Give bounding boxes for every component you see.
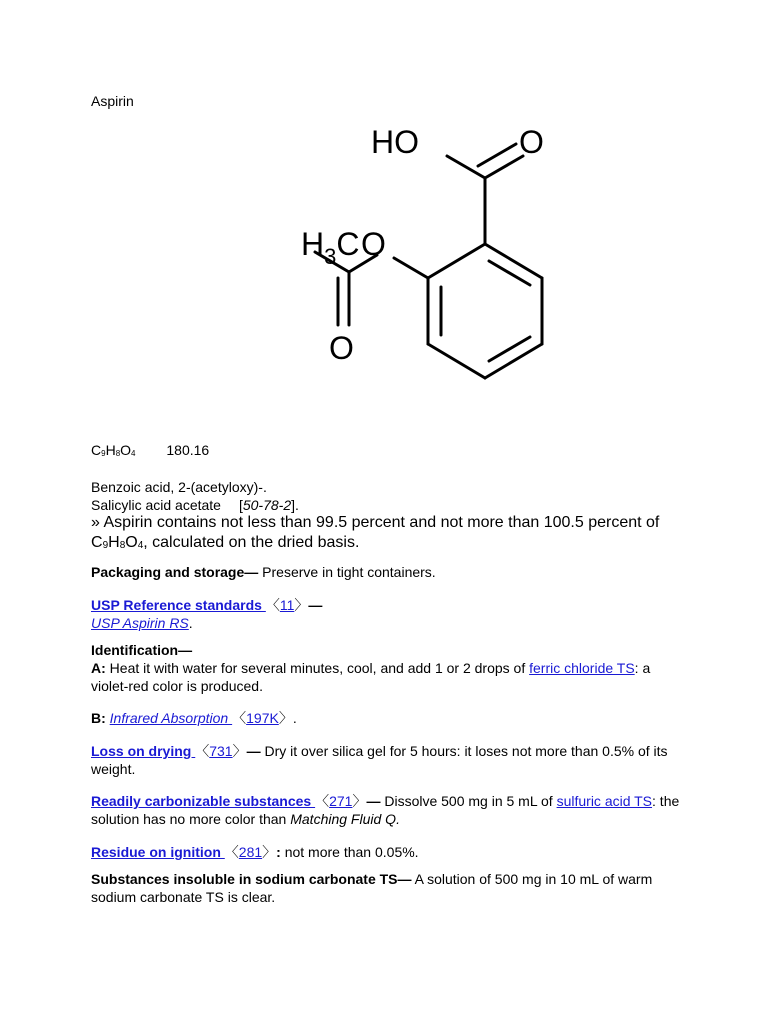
- usp-reference-section: USP Reference standards 〈11〉— USP Aspirin RS.: [91, 597, 323, 631]
- readily-carbonizable-section: Readily carbonizable substances 〈271〉— Dissolve 500 mg in 5 mL of sulfuric acid TS: the solution has no more color than Matching Fluid Q.: [91, 793, 680, 827]
- ring-o-bond: [394, 258, 428, 278]
- chapter-731-link[interactable]: 731: [209, 743, 233, 759]
- atom-label-o-acid: O: [519, 124, 544, 160]
- packaging-heading: Packaging and storage—: [91, 564, 259, 580]
- residue-on-ignition-section: Residue on ignition 〈281〉: not more than 0.05%.: [91, 844, 419, 860]
- atom-label-ho: HO: [371, 124, 419, 160]
- chemical-name: Benzoic acid, 2-(acetyloxy)-.: [91, 479, 267, 495]
- chemical-names: [91, 478, 299, 514]
- atom-label-o-acetyl: O: [329, 330, 354, 366]
- identification-b: B: Infrared Absorption 〈197K〉.: [91, 710, 297, 726]
- sulfuric-acid-ts-link[interactable]: sulfuric acid TS: [556, 793, 653, 809]
- usp-aspirin-rs-link[interactable]: USP Aspirin RS: [91, 615, 189, 631]
- assay-statement: » Aspirin contains not less than 99.5 percent and not more than 100.5 percent of $C_9H_8O_4$, calculated on the dried basis.: [91, 514, 660, 551]
- common-name-line: Salicylic acid acetate [50-78-2].: [91, 497, 299, 513]
- cas-number: 50-78-2: [242, 497, 292, 513]
- identification-section: Identification— A: Heat it with water for several minutes, cool, and add 1 or 2 drops of ferric chloride TS: a violet-red color is produced.: [91, 642, 651, 694]
- atom-label-h3c: $H_3C$: [301, 226, 360, 269]
- ferric-chloride-ts-link[interactable]: ferric chloride TS: [529, 660, 635, 676]
- loss-on-drying-link[interactable]: Loss on drying: [91, 743, 196, 759]
- infrared-absorption-link[interactable]: Infrared Absorption: [109, 710, 233, 726]
- insoluble-substances-section: Substances insoluble in sodium carbonate TS— A solution of 500 mg in 10 mL of warm sodium carbonate TS is clear.: [91, 871, 653, 905]
- formula-c: C: [91, 442, 102, 458]
- chapter-271-link[interactable]: 271: [329, 793, 353, 809]
- ring-double-bond: [489, 261, 530, 285]
- aspirin-structure-diagram: [201, 118, 561, 388]
- ring-bond: [428, 344, 485, 378]
- chapter-11-link[interactable]: 11: [279, 597, 295, 613]
- usp-reference-link[interactable]: USP Reference standards: [91, 597, 266, 613]
- molecular-weight: 180.16: [166, 442, 210, 458]
- ring-bond: [485, 344, 542, 378]
- ring-bond: [485, 244, 542, 278]
- ring-bond: [428, 244, 485, 278]
- residue-on-ignition-link[interactable]: Residue on ignition: [91, 844, 225, 860]
- identification-heading: Identification—: [91, 642, 193, 658]
- chapter-281-link[interactable]: 281: [238, 844, 263, 860]
- ring-double-bond: [489, 337, 530, 361]
- readily-carbonizable-link[interactable]: Readily carbonizable substances: [91, 793, 316, 809]
- carboxyl-oh-bond: [447, 156, 485, 178]
- atom-label-o-ester: O: [361, 226, 386, 262]
- packaging-storage-section: Packaging and storage— Preserve in tight containers.: [91, 564, 436, 580]
- loss-on-drying-section: Loss on drying 〈731〉— Dry it over silica gel for 5 hours: it loses not more than 0.5% of its weight.: [91, 743, 668, 777]
- insoluble-heading: Substances insoluble in sodium carbonate TS—: [91, 871, 412, 887]
- molecular-formula-line: $C_9H_8O_4$ 180.16: [91, 442, 210, 458]
- monograph-title: Aspirin: [91, 93, 134, 109]
- chapter-197k-link[interactable]: 197K: [246, 710, 279, 726]
